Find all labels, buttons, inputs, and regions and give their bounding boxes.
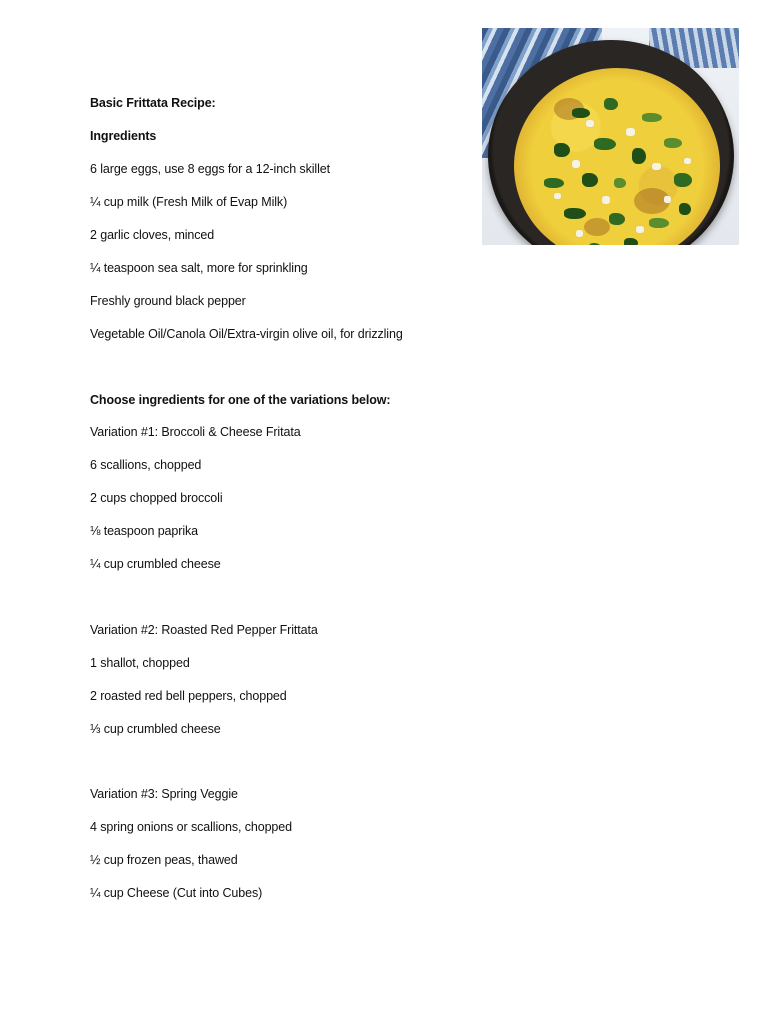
ingredient-item: 6 large eggs, use 8 eggs for a 12-inch skillet bbox=[90, 162, 330, 176]
ingredient-item: ¼ teaspoon sea salt, more for sprinkling bbox=[90, 261, 308, 275]
variation-1-item: ¼ cup crumbled cheese bbox=[90, 557, 221, 571]
variation-2-item: 2 roasted red bell peppers, chopped bbox=[90, 689, 287, 703]
frittata-graphic bbox=[514, 68, 720, 245]
variation-1-title: Variation #1: Broccoli & Cheese Fritata bbox=[90, 425, 301, 439]
variation-1-item: ⅛ teaspoon paprika bbox=[90, 524, 199, 538]
variation-3-item: 4 spring onions or scallions, chopped bbox=[90, 820, 292, 834]
variation-1-item: 6 scallions, chopped bbox=[90, 458, 202, 472]
ingredient-item: ¼ cup milk (Fresh Milk of Evap Milk) bbox=[90, 195, 288, 209]
ingredient-item: Vegetable Oil/Canola Oil/Extra-virgin olive oil, for drizzling bbox=[90, 327, 403, 341]
ingredient-item: Freshly ground black pepper bbox=[90, 294, 246, 308]
variation-2-item: ⅓ cup crumbled cheese bbox=[90, 722, 221, 736]
ingredients-heading: Ingredients bbox=[90, 129, 157, 143]
ingredient-item: 2 garlic cloves, minced bbox=[90, 228, 215, 242]
variation-1-item: 2 cups chopped broccoli bbox=[90, 491, 223, 505]
recipe-title: Basic Frittata Recipe: bbox=[90, 96, 216, 110]
variation-3-title: Variation #3: Spring Veggie bbox=[90, 787, 238, 801]
frittata-photo bbox=[482, 28, 739, 245]
variation-3-item: ½ cup frozen peas, thawed bbox=[90, 853, 238, 867]
variation-2-title: Variation #2: Roasted Red Pepper Frittata bbox=[90, 623, 318, 637]
variation-2-item: 1 shallot, chopped bbox=[90, 656, 190, 670]
variation-3-item: ¼ cup Cheese (Cut into Cubes) bbox=[90, 886, 263, 900]
variations-heading: Choose ingredients for one of the variations below: bbox=[90, 393, 391, 407]
